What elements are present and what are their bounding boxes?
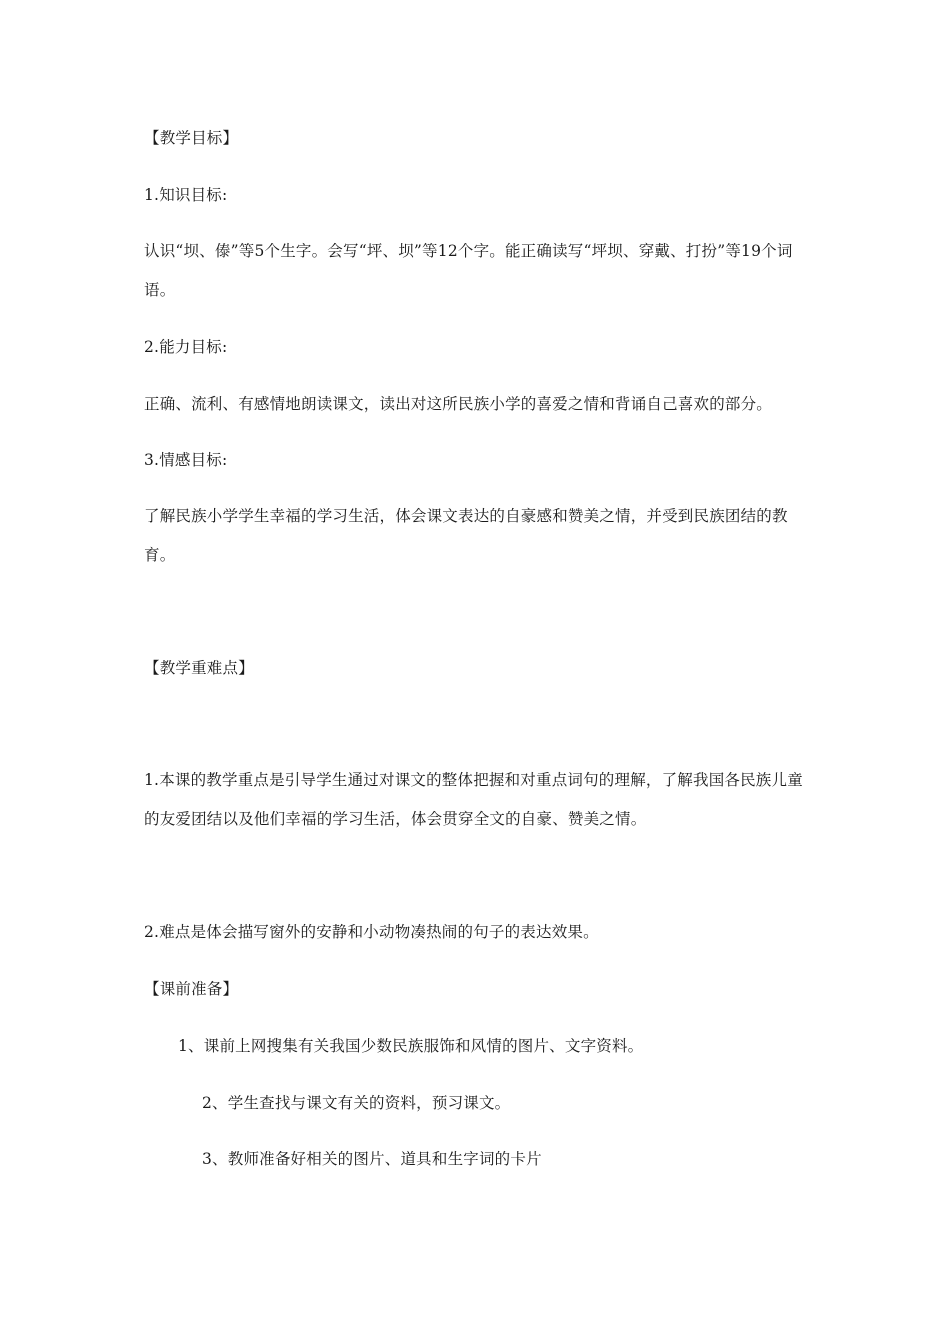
ability-objective-label: 2.能力目标: xyxy=(144,338,228,356)
key-point-1: 1.本课的教学重点是引导学生通过对课文的整体把握和对重点词句的理解，了解我国各民族儿童的友爱团结以及他们幸福的学习生活，体会贯穿全文的自豪、赞美之情。 xyxy=(144,771,803,828)
emotion-objective-text: 了解民族小学学生幸福的学习生活，体会课文表达的自豪感和赞美之情，并受到民族团结的教育。 xyxy=(144,507,788,564)
key-point-2: 2.难点是体会描写窗外的安静和小动物凑热闹的句子的表达效果。 xyxy=(144,923,599,941)
preparation-item-1: 1、课前上网搜集有关我国少数民族服饰和风情的图片、文字资料。 xyxy=(178,1037,644,1055)
preparation-item-2: 2、学生查找与课文有关的资料，预习课文。 xyxy=(202,1094,511,1112)
objectives-heading: 【教学目标】 xyxy=(144,129,239,147)
emotion-objective-label: 3.情感目标: xyxy=(144,451,228,469)
key-points-heading: 【教学重难点】 xyxy=(144,659,254,677)
preparation-item-3: 3、教师准备好相关的图片、道具和生字词的卡片 xyxy=(202,1150,542,1168)
knowledge-objective-text: 认识“坝、傣”等5个生字。会写“坪、坝”等12个字。能正确读写“坪坝、穿戴、打扮”等19个词语。 xyxy=(144,242,793,299)
ability-objective-text: 正确、流利、有感情地朗读课文，读出对这所民族小学的喜爱之情和背诵自己喜欢的部分。 xyxy=(144,395,773,413)
knowledge-objective-label: 1.知识目标: xyxy=(144,186,228,204)
preparation-heading: 【课前准备】 xyxy=(144,980,239,998)
